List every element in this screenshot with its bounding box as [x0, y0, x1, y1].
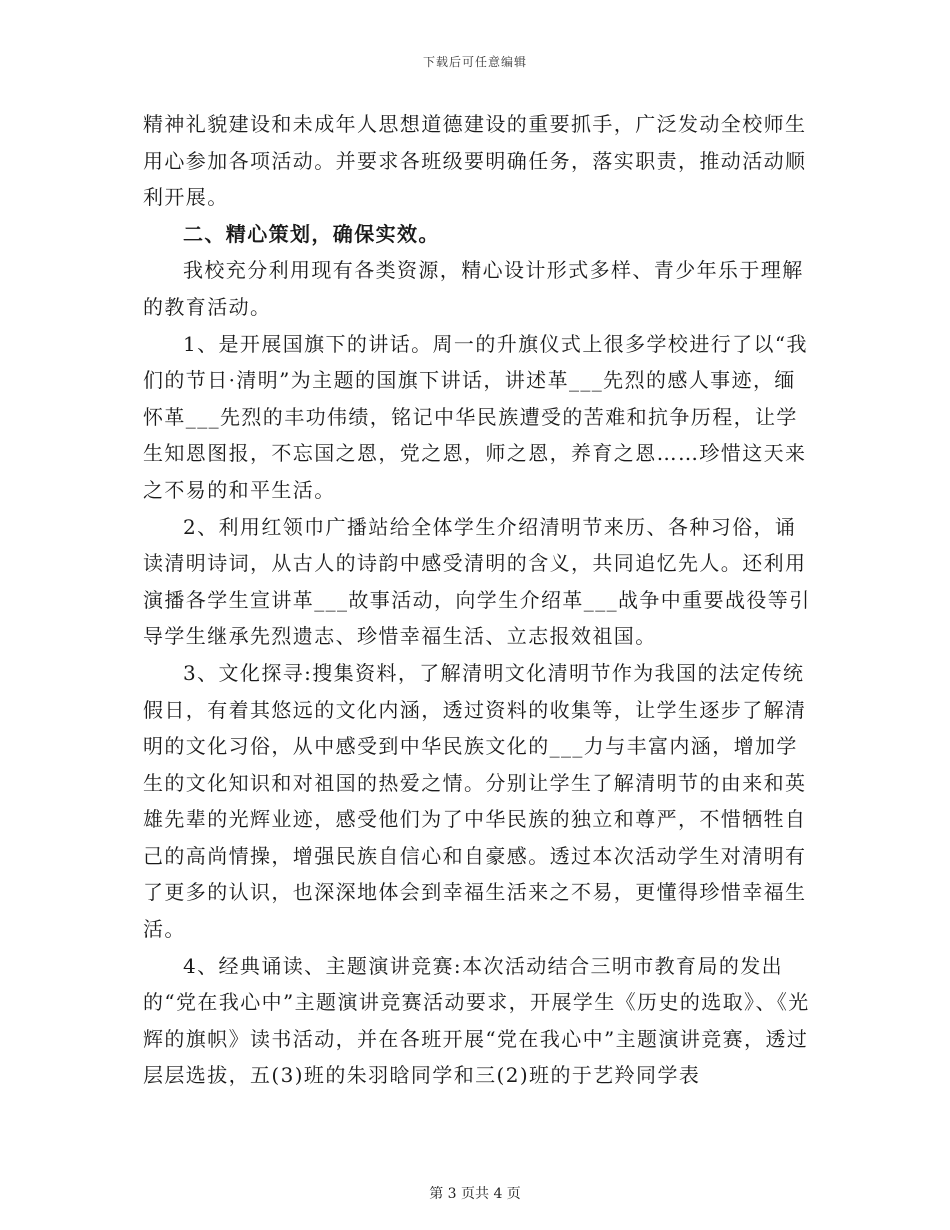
page-footer: 第 3 页共 4 页 — [429, 1186, 521, 1202]
paragraph-continuation: 精神礼貌建设和未成年人思想道德建设的重要抓手，广泛发动全校师生用心参加各项活动。并要求各班级要明确任务，落实职责，推动活动顺利开展。 — [143, 112, 807, 210]
paragraph-item-1: 1、是开展国旗下的讲话。周一的升旗仪式上很多学校进行了以“我们的节日·清明”为主题的国旗下讲话，讲述革___先烈的感人事迹，缅怀革___先烈的丰功伟绩，铭记中华民族遭受的苦难和抗争历程，让学生知恩图报，不忘国之恩，党之恩，师之恩，养育之恩……珍惜这天来之不易的和平生活。 — [143, 331, 808, 502]
paragraph-intro: 我校充分利用现有各类资源，精心设计形式多样、青少年乐于理解的教育活动。 — [143, 258, 804, 319]
paragraph-item-4: 4、经典诵读、主题演讲竞赛:本次活动结合三明市教育局的发出的“党在我心中”主题演讲竞赛活动要求，开展学生《历史的选取》、《光辉的旗帜》读书活动，并在各班开展“党在我心中”主题演讲竞赛，透过层层选拔，五(3)班的朱羽晗同学和三(2)班的于艺羚同学表 — [143, 953, 810, 1088]
document-body — [143, 106, 813, 1094]
section-heading: 二、精心策划，确保实效。 — [183, 221, 440, 246]
paragraph-item-3: 3、文化探寻:搜集资料，了解清明文化清明节作为我国的法定传统假日，有着其悠远的文化内涵，透过资料的收集等，让学生逐步了解清明的文化习俗，从中感受到中华民族文化的___力与丰富内涵，增加学生的文化知识和对祖国的热爱之情。分别让学生了解清明节的由来和英雄先辈的光辉业迹，感受他们为了中华民族的独立和尊严，不惜牺牲自己的高尚情操，增强民族自信心和自豪感。透过本次活动学生对清明有了更多的认识，也深深地体会到幸福生活来之不易，更懂得珍惜幸福生活。 — [143, 660, 807, 942]
page-header: 下载后可任意编辑 — [422, 55, 527, 69]
paragraph-item-2: 2、利用红领巾广播站给全体学生介绍清明节来历、各种习俗，诵读清明诗词，从古人的诗韵中感受清明的含义，共同追忆先人。还利用演播各学生宣讲革___故事活动，向学生介绍革___战争中重要战役等引导学生继承先烈遗志、珍惜幸福生活、立志报效祖国。 — [143, 514, 811, 649]
